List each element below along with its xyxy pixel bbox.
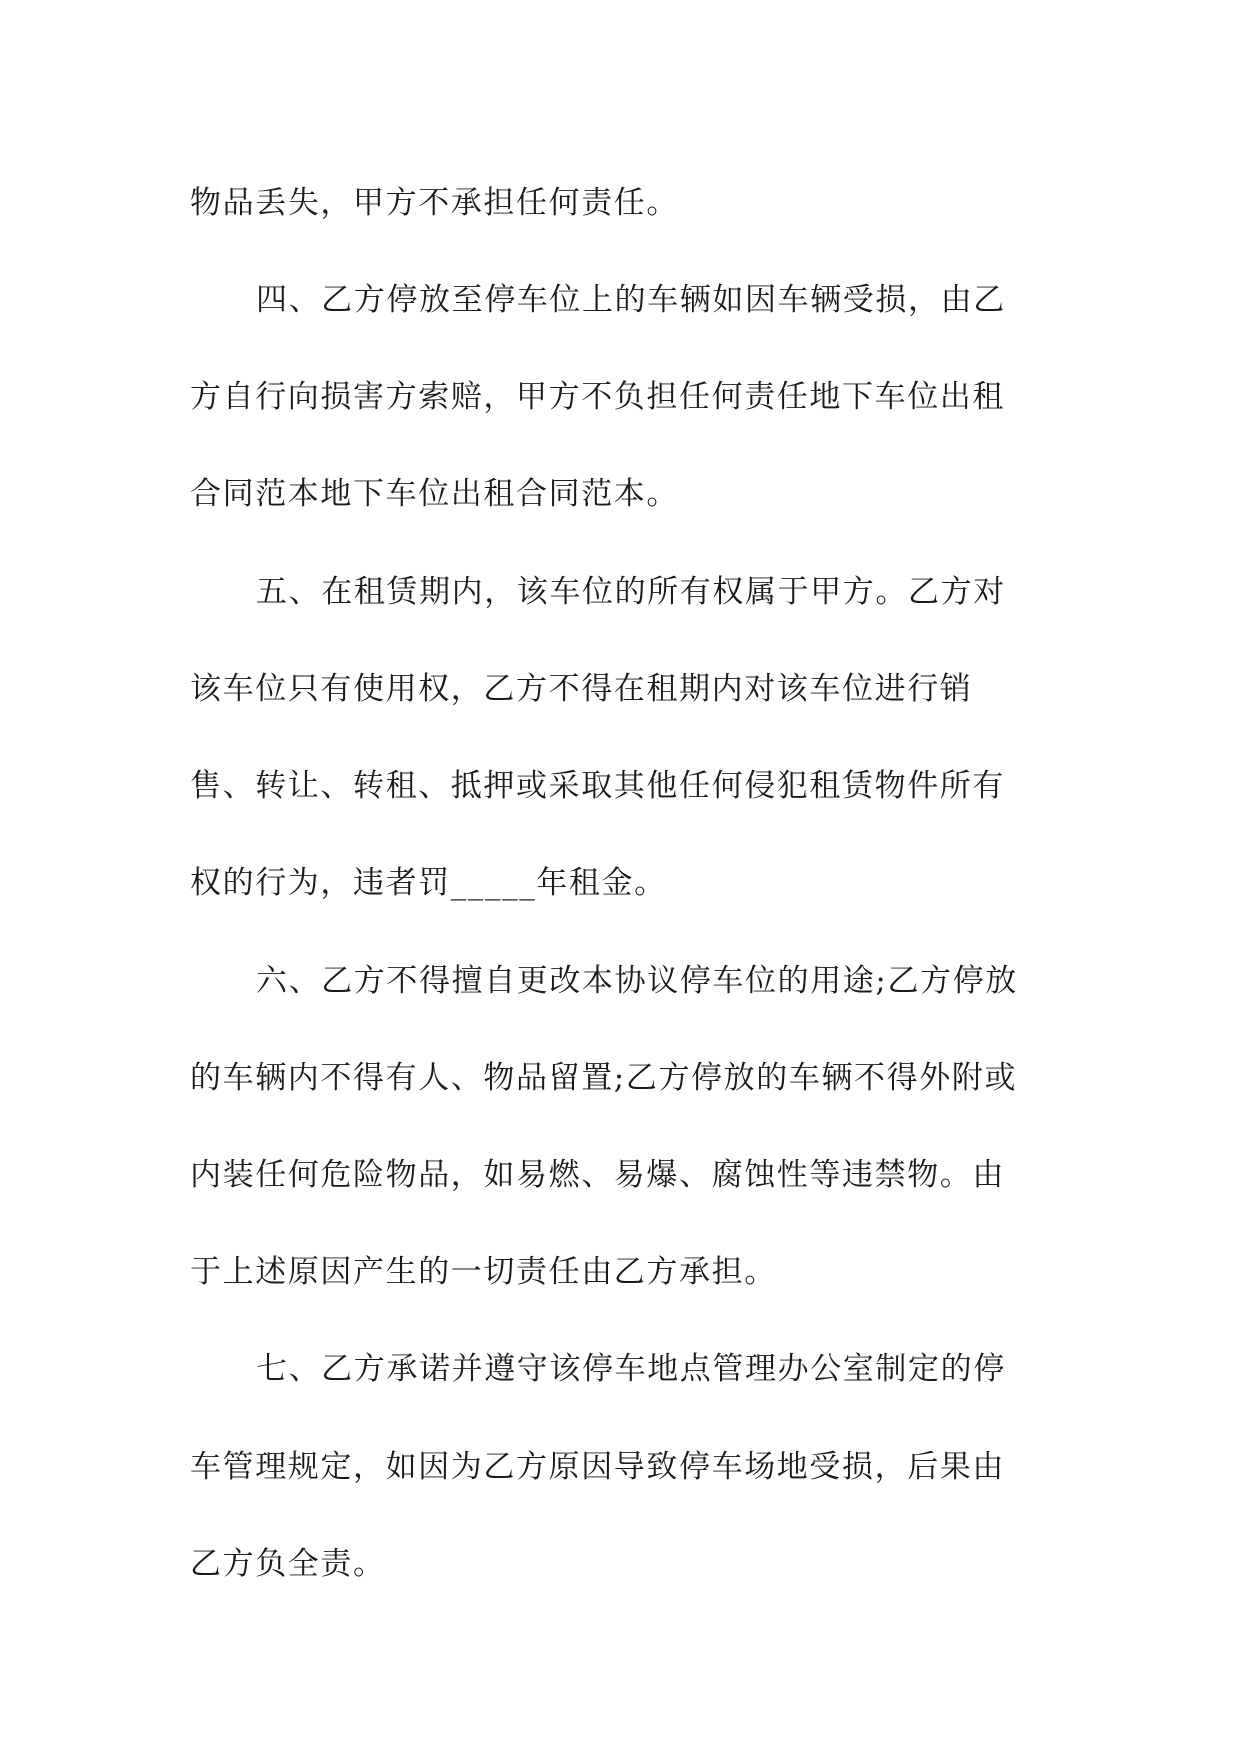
text-line: 物品丢失，甲方不承担任何责任。 (190, 185, 679, 221)
text-line: 该车位只有使用权，乙方不得在租期内对该车位进行销 (190, 671, 973, 707)
clause-four-start: 四、乙方停放至停车位上的车辆如因车辆受损，由乙 (256, 282, 1006, 318)
clause-six-start: 六、乙方不得擅自更改本协议停车位的用途;乙方停放 (256, 963, 1018, 999)
text-line: 权的行为，违者罚_____年租金。 (190, 865, 667, 901)
text-line: 内装任何危险物品，如易燃、易爆、腐蚀性等违禁物。由 (190, 1157, 1005, 1193)
text-line: 乙方负全责。 (190, 1546, 386, 1582)
text-line: 方自行向损害方索赔，甲方不负担任何责任地下车位出租 (190, 379, 1005, 415)
clause-seven-start: 七、乙方承诺并遵守该停车地点管理办公室制定的停 (256, 1351, 1006, 1387)
clause-five-start: 五、在租赁期内，该车位的所有权属于甲方。乙方对 (256, 574, 1006, 610)
text-line: 车管理规定，如因为乙方原因导致停车场地受损，后果由 (190, 1449, 1005, 1485)
text-line: 合同范本地下车位出租合同范本。 (190, 476, 679, 512)
text-line: 售、转让、转租、抵押或采取其他任何侵犯租赁物件所有 (190, 768, 1005, 804)
text-line: 于上述原因产生的一切责任由乙方承担。 (190, 1254, 777, 1290)
text-line: 的车辆内不得有人、物品留置;乙方停放的车辆不得外附或 (190, 1060, 1018, 1096)
